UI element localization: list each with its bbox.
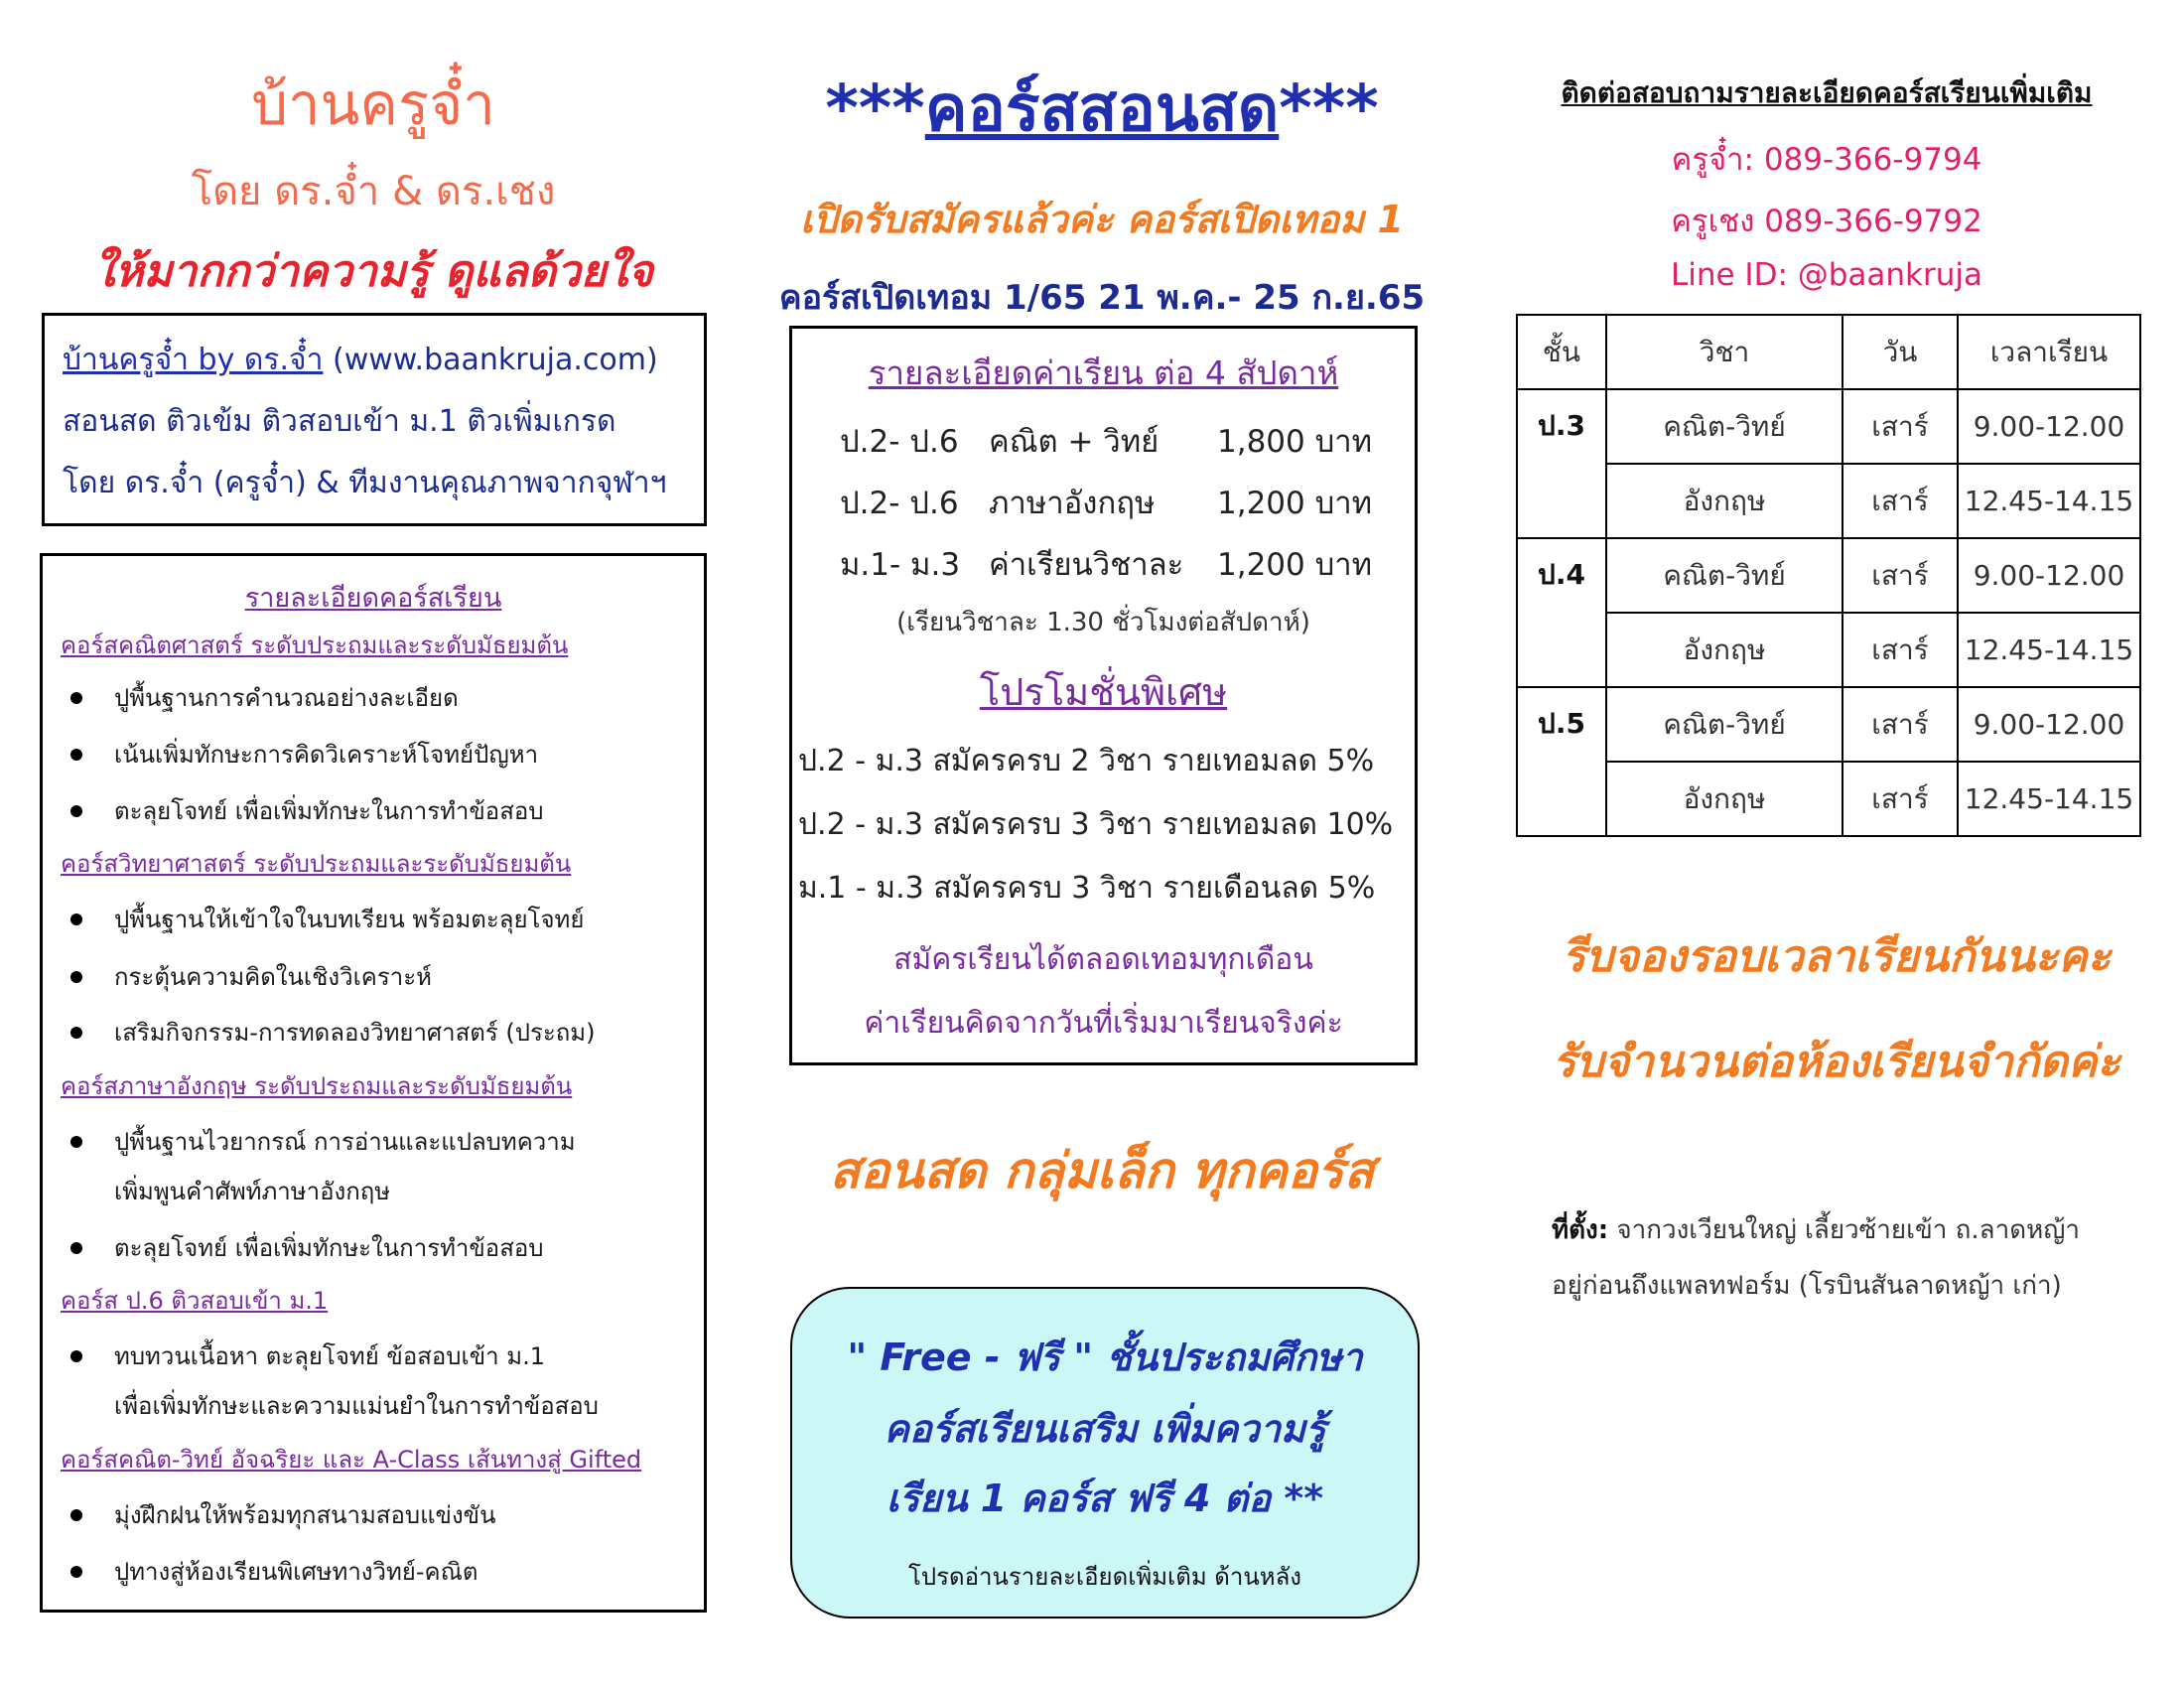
subject-cell: คณิต-วิทย์ bbox=[1606, 687, 1843, 762]
list-item: มุ่งฝึกฝนให้พร้อมทุกสนามสอบแข่งขัน bbox=[114, 1495, 496, 1534]
enroll-anytime-text: สมัครเรียนได้ตลอดเทอมทุกเดือน bbox=[893, 942, 1313, 977]
gifted-course-heading[interactable]: คอร์สคณิต-วิทย์ อัจฉริยะ และ A-Class เส้นทางสู่ Gifted bbox=[61, 1446, 642, 1474]
phone-kruja[interactable]: ครูจ๋ำ: 089-366-9794 bbox=[1671, 142, 1982, 178]
details-title: รายละเอียดคอร์สเรียน bbox=[244, 583, 502, 614]
location-label: ที่ตั้ง: bbox=[1552, 1215, 1609, 1245]
line-id[interactable]: Line ID: @baankruja bbox=[1670, 257, 1983, 293]
header-grade: ชั้น bbox=[1517, 315, 1606, 389]
bullet-icon bbox=[70, 914, 82, 925]
location-line-1: ที่ตั้ง: จากวงเวียนใหญ่ เลี้ยวซ้ายเข้า ถ.ลาดหญ้า bbox=[1552, 1215, 2080, 1245]
brand-title: บ้านครูจ๋ำ bbox=[251, 70, 495, 138]
website-text: (www.baankruja.com) bbox=[332, 343, 658, 377]
team-text: โดย ดร.จ๋ำ (ครูจ๋ำ) & ทีมงานคุณภาพจากจุฬาฯ bbox=[63, 466, 667, 500]
subject-cell: อังกฤษ bbox=[1606, 464, 1843, 538]
subject-cell: อังกฤษ bbox=[1606, 762, 1843, 836]
time-cell: 9.00-12.00 bbox=[1958, 538, 2140, 613]
phone-kruchaeng[interactable]: ครูเชง 089-366-9792 bbox=[1671, 204, 1982, 239]
list-item: เน้นเพิ่มทักษะการคิดวิเคราะห์โจทย์ปัญหา bbox=[114, 735, 538, 774]
header-subject: วิชา bbox=[1606, 315, 1843, 389]
header-time: เวลาเรียน bbox=[1958, 315, 2140, 389]
table-row bbox=[1517, 538, 2140, 613]
grade-cell: ป.3 bbox=[1517, 389, 1606, 538]
subject-cell: คณิต-วิทย์ bbox=[1606, 538, 1843, 613]
brand-link[interactable]: บ้านครูจ๋ำ by ดร.จ๋ำ bbox=[63, 343, 324, 377]
main-headline: ***คอร์สสอนสด*** bbox=[825, 72, 1379, 146]
promo-item: ป.2 - ม.3 สมัครครบ 3 วิชา รายเทอมลด 10% bbox=[798, 807, 1394, 842]
promo-item: ม.1 - ม.3 สมัครครบ 3 วิชา รายเดือนลด 5% bbox=[798, 871, 1376, 906]
bullet-icon bbox=[70, 1509, 82, 1521]
p6-entrance-course-heading[interactable]: คอร์ส ป.6 ติวสอบเข้า ม.1 bbox=[61, 1287, 329, 1315]
free-line-3: เรียน 1 คอร์ส ฟรี 4 ต่อ ** bbox=[886, 1477, 1324, 1520]
list-item: ปูพื้นฐานไวยากรณ์ การอ่านและแปลบทความ bbox=[114, 1122, 576, 1161]
bullet-icon bbox=[70, 1027, 82, 1039]
course-details-box bbox=[40, 553, 707, 1613]
list-item: ตะลุยโจทย์ เพื่อเพิ่มทักษะในการทำข้อสอบ bbox=[114, 1228, 544, 1267]
science-course-heading[interactable]: คอร์สวิทยาศาสตร์ ระดับประถมและระดับมัธยมต้น bbox=[61, 850, 572, 878]
open-registration-text: เปิดรับสมัครแล้วค่ะ คอร์สเปิดเทอม 1 bbox=[800, 198, 1404, 241]
free-line-2: คอร์สเรียนเสริม เพิ่มความรู้ bbox=[884, 1407, 1326, 1451]
services-text: สอนสด ติวเข้ม ติวสอบเข้า ม.1 ติวเพิ่มเกรด bbox=[63, 404, 616, 439]
promo-title: โปรโมชั่นพิเศษ bbox=[979, 670, 1228, 714]
list-item: ตะลุยโจทย์ เพื่อเพิ่มทักษะในการทำข้อสอบ bbox=[114, 791, 544, 830]
list-item: เสริมกิจกรรม-การทดลองวิทยาศาสตร์ (ประถม) bbox=[114, 1013, 596, 1052]
small-group-text: สอนสด กลุ่มเล็ก ทุกคอร์ส bbox=[829, 1142, 1375, 1199]
bullet-icon bbox=[70, 1566, 82, 1578]
hours-note: (เรียนวิชาละ 1.30 ชั่วโมงต่อสัปดาห์) bbox=[896, 608, 1310, 637]
grade-cell: ป.5 bbox=[1517, 687, 1606, 836]
free-course-bubble bbox=[790, 1287, 1420, 1618]
day-cell: เสาร์ bbox=[1843, 613, 1958, 687]
table-header-row bbox=[1517, 315, 2140, 389]
slogan: ให้มากกว่าความรู้ ดูแลด้วยใจ bbox=[93, 246, 653, 297]
day-cell: เสาร์ bbox=[1843, 464, 1958, 538]
table-row bbox=[1517, 389, 2140, 464]
time-cell: 9.00-12.00 bbox=[1958, 687, 2140, 762]
header-day: วัน bbox=[1843, 315, 1958, 389]
list-item: ทบทวนเนื้อหา ตะลุยโจทย์ ข้อสอบเข้า ม.1 bbox=[114, 1336, 545, 1375]
time-cell: 12.45-14.15 bbox=[1958, 762, 2140, 836]
list-item: ปูทางสู่ห้องเรียนพิเศษทางวิทย์-คณิต bbox=[114, 1552, 478, 1591]
bullet-icon bbox=[70, 749, 82, 761]
tuition-box bbox=[789, 326, 1418, 1065]
list-item: เพื่อเพิ่มทักษะและความแม่นยำในการทำข้อสอบ bbox=[114, 1392, 599, 1420]
math-course-heading[interactable]: คอร์สคณิตศาสตร์ ระดับประถมและระดับมัธยมต้น bbox=[61, 632, 569, 659]
price-row: ป.2- ป.6 ภาษาอังกฤษ 1,200 บาท bbox=[840, 486, 1373, 521]
grade-cell: ป.4 bbox=[1517, 538, 1606, 687]
list-item: ปูพื้นฐานให้เข้าใจในบทเรียน พร้อมตะลุยโจทย์ bbox=[114, 900, 584, 938]
location-line-2: อยู่ก่อนถึงแพลทฟอร์ม (โรบินสันลาดหญ้า เก่า) bbox=[1552, 1271, 2062, 1301]
table-row bbox=[1517, 687, 2140, 762]
free-note: โปรดอ่านรายละเอียดเพิ่มเติม ด้านหลัง bbox=[908, 1563, 1301, 1591]
bullet-icon bbox=[70, 1242, 82, 1254]
promo-item: ป.2 - ม.3 สมัครครบ 2 วิชา รายเทอมลด 5% bbox=[798, 744, 1375, 778]
bullet-icon bbox=[70, 692, 82, 704]
schedule-table bbox=[1516, 314, 2141, 837]
contact-title: ติดต่อสอบถามรายละเอียดคอร์สเรียนเพิ่มเติม bbox=[1561, 76, 2093, 109]
table-row bbox=[1517, 762, 2140, 836]
hurry-booking-text: รีบจองรอบเวลาเรียนกันนะคะ bbox=[1562, 931, 2112, 982]
time-cell: 12.45-14.15 bbox=[1958, 464, 2140, 538]
day-cell: เสาร์ bbox=[1843, 538, 1958, 613]
day-cell: เสาร์ bbox=[1843, 389, 1958, 464]
term-dates-text: คอร์สเปิดเทอม 1/65 21 พ.ค.- 25 ก.ย.65 bbox=[778, 278, 1426, 318]
day-cell: เสาร์ bbox=[1843, 687, 1958, 762]
list-item: เพิ่มพูนคำศัพท์ภาษาอังกฤษ bbox=[114, 1178, 391, 1205]
english-course-heading[interactable]: คอร์สภาษาอังกฤษ ระดับประถมและระดับมัธยมต้น bbox=[61, 1072, 573, 1100]
bullet-icon bbox=[70, 1136, 82, 1148]
price-row: ม.1- ม.3 ค่าเรียนวิชาละ 1,200 บาท bbox=[840, 547, 1373, 583]
time-cell: 12.45-14.15 bbox=[1958, 613, 2140, 687]
time-cell: 9.00-12.00 bbox=[1958, 389, 2140, 464]
list-item: กระตุ้นความคิดในเชิงวิเคราะห์ bbox=[114, 957, 432, 996]
bullet-icon bbox=[70, 971, 82, 983]
limited-seats-text: รับจำนวนต่อห้องเรียนจำกัดค่ะ bbox=[1552, 1037, 2121, 1087]
list-item: ปูพื้นฐานการคำนวณอย่างละเอียด bbox=[114, 678, 459, 717]
table-row bbox=[1517, 464, 2140, 538]
bullet-icon bbox=[70, 1350, 82, 1362]
fee-start-text: ค่าเรียนคิดจากวันที่เริ่มมาเรียนจริงค่ะ bbox=[864, 1006, 1343, 1041]
subject-cell: อังกฤษ bbox=[1606, 613, 1843, 687]
subject-cell: คณิต-วิทย์ bbox=[1606, 389, 1843, 464]
table-row bbox=[1517, 613, 2140, 687]
tuition-title: รายละเอียดค่าเรียน ต่อ 4 สัปดาห์ bbox=[868, 353, 1339, 392]
free-line-1: " Free - ฟรี " ชั้นประถมศึกษา bbox=[847, 1336, 1363, 1379]
day-cell: เสาร์ bbox=[1843, 762, 1958, 836]
intro-box bbox=[42, 313, 707, 526]
price-row: ป.2- ป.6 คณิต + วิทย์ 1,800 บาท bbox=[840, 424, 1373, 460]
by-line: โดย ดร.จ๋ำ & ดร.เชง bbox=[191, 169, 556, 214]
bullet-icon bbox=[70, 805, 82, 817]
